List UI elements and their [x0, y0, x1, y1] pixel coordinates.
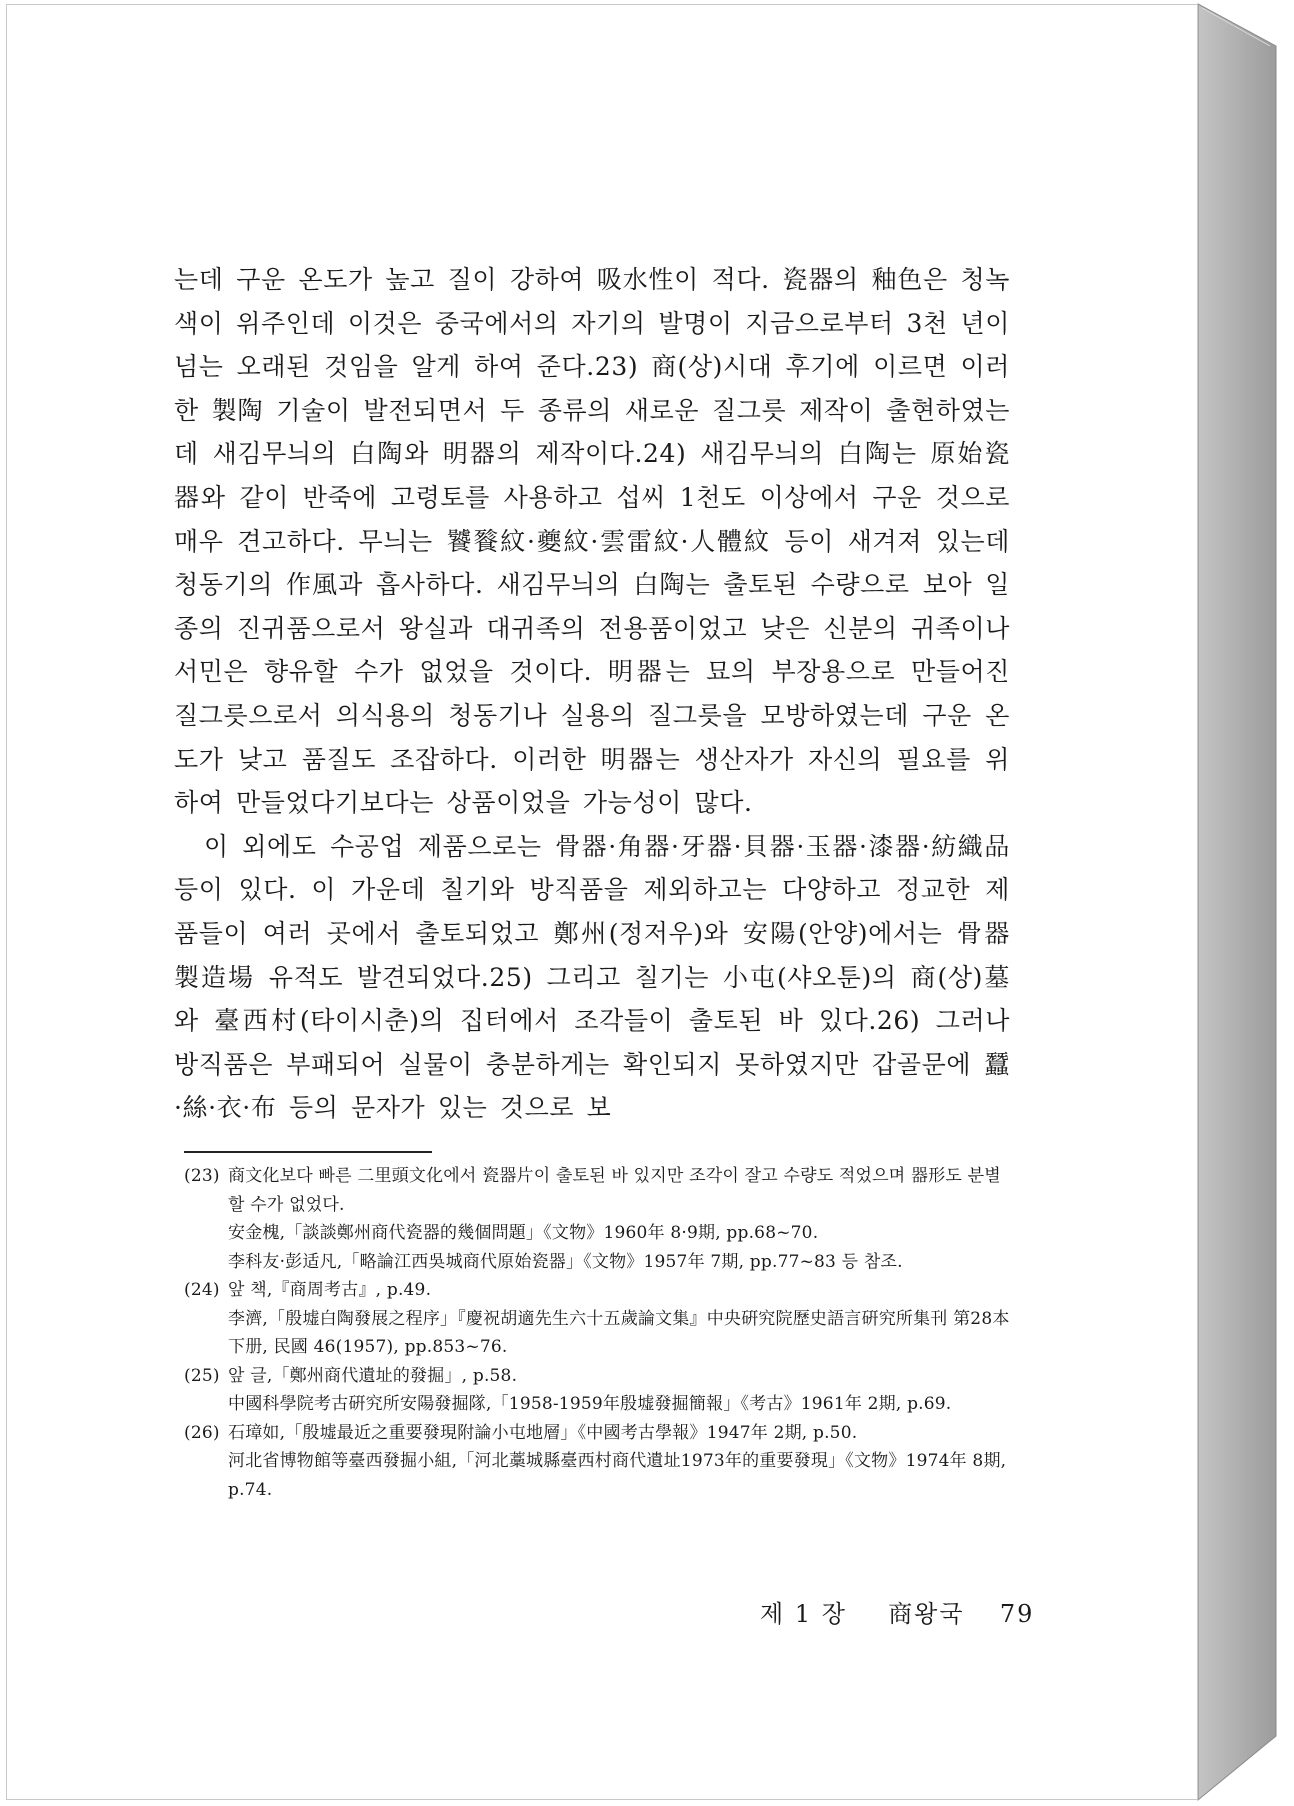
footnote [184, 1162, 1016, 1276]
footnote-number: (26) [184, 1422, 220, 1443]
footnote-line: 앞 글,「鄭州商代遺址的發掘」, p.58. [228, 1365, 518, 1386]
footnote-line: 河北省博物館等臺西發掘小組,「河北藁城縣臺西村商代遺址1973年的重要發現」《文物》1974年 8期, p.74. [228, 1451, 1007, 1500]
running-footer [760, 1594, 1034, 1629]
page-number: 79 [999, 1600, 1035, 1628]
footnote [184, 1419, 1016, 1505]
footnote-divider [184, 1151, 432, 1153]
footnote-number: (24) [184, 1280, 220, 1300]
footnote-line: 李濟,「殷墟白陶發展之程序」『慶祝胡適先生六十五歲論文集』中央硏究院歷史語言硏究所集刊 第28本 下册, 民國 46(1957), pp.853~76. [228, 1308, 1010, 1357]
footnote-number: (23) [184, 1166, 220, 1186]
paragraph: 이 외에도 수공업 제품으로는 骨器·角器·牙器·貝器·玉器·漆器·紡織品 등이 있다. 이 가운데 칠기와 방직품을 제외하고는 다양하고 정교한 제품들이 여러 곳에서 출토되었고 鄭州(정저우)와 安陽(안양)에서는 骨器製造場 유적도 발견되었다.25) 그리고 칠기는 小屯(샤오툰)의 商(상)墓와 臺西村(타이시춘)의 집터에서 조각들이 출토된 바 있다.26) 그러나 방직품은 부패되어 실물이 충분하게는 확인되지 못하였지만 갑골문에 蠶·絲·衣·布 등의 문자가 있는 것으로 보 [174, 831, 1010, 1123]
chapter-title: 商왕국 [888, 1600, 965, 1628]
footnote [184, 1276, 1016, 1362]
footnote-line: 安金槐,「談談鄭州商代瓷器的幾個問題」《文物》1960年 8·9期, pp.68~70. [228, 1223, 819, 1243]
footnote-line: 앞 책,『商周考古』, p.49. [228, 1280, 432, 1300]
footnote-line: 中國科學院考古硏究所安陽發掘隊,「1958-1959年殷墟發掘簡報」《考古》1961年 2期, p.69. [228, 1394, 952, 1414]
footnote-line: 石璋如,「殷墟最近之重要發現附論小屯地層」《中國考古學報》1947年 2期, p.50. [228, 1422, 858, 1443]
footnote [184, 1362, 1016, 1419]
footnotes [184, 1162, 1016, 1504]
footnote-line: 商文化보다 빠른 二里頭文化에서 瓷器片이 출토된 바 있지만 조각이 잘고 수량도 적었으며 器形도 분별할 수가 없었다. [228, 1166, 1001, 1215]
body-text [174, 258, 1010, 1130]
chapter-label: 제 1 장 [760, 1600, 847, 1628]
footnote-number: (25) [184, 1365, 220, 1386]
footnote-line: 李科友·彭适凡,「略論江西吳城商代原始瓷器」《文物》1957年 7期, pp.77~83 등 참조. [228, 1251, 903, 1272]
paragraph: 는데 구운 온도가 높고 질이 강하여 吸水性이 적다. 瓷器의 釉色은 청녹색이 위주인데 이것은 중국에서의 자기의 발명이 지금으로부터 3천 년이 넘는 오래된 것임을 알게 하여 준다.23) 商(상)시대 후기에 이르면 이러한 製陶 기술이 발전되면서 두 종류의 새로운 질그릇 제작이 출현하였는데 새김무늬의 白陶와 明器의 제작이다.24) 새김무늬의 白陶는 原始瓷器와 같이 반죽에 고령토를 사용하고 섭씨 1천도 이상에서 구운 것으로 매우 견고하다. 무늬는 饕餮紋·夔紋·雲雷紋·人體紋 등이 새겨져 있는데 청동기의 作風과 흡사하다. 새김무늬의 白陶는 출토된 수량으로 보아 일종의 진귀품으로서 왕실과 대귀족의 전용품이었고 낮은 신분의 귀족이나 서민은 향유할 수가 없었을 것이다. 明器는 묘의 부장용으로 만들어진 질그릇으로서 의식용의 청동기나 실용의 질그릇을 모방하였는데 구운 온도가 낮고 품질도 조잡하다. 이러한 明器는 생산자가 자신의 필요를 위하여 만들었다기보다는 상품이었을 가능성이 많다. [174, 265, 1010, 818]
